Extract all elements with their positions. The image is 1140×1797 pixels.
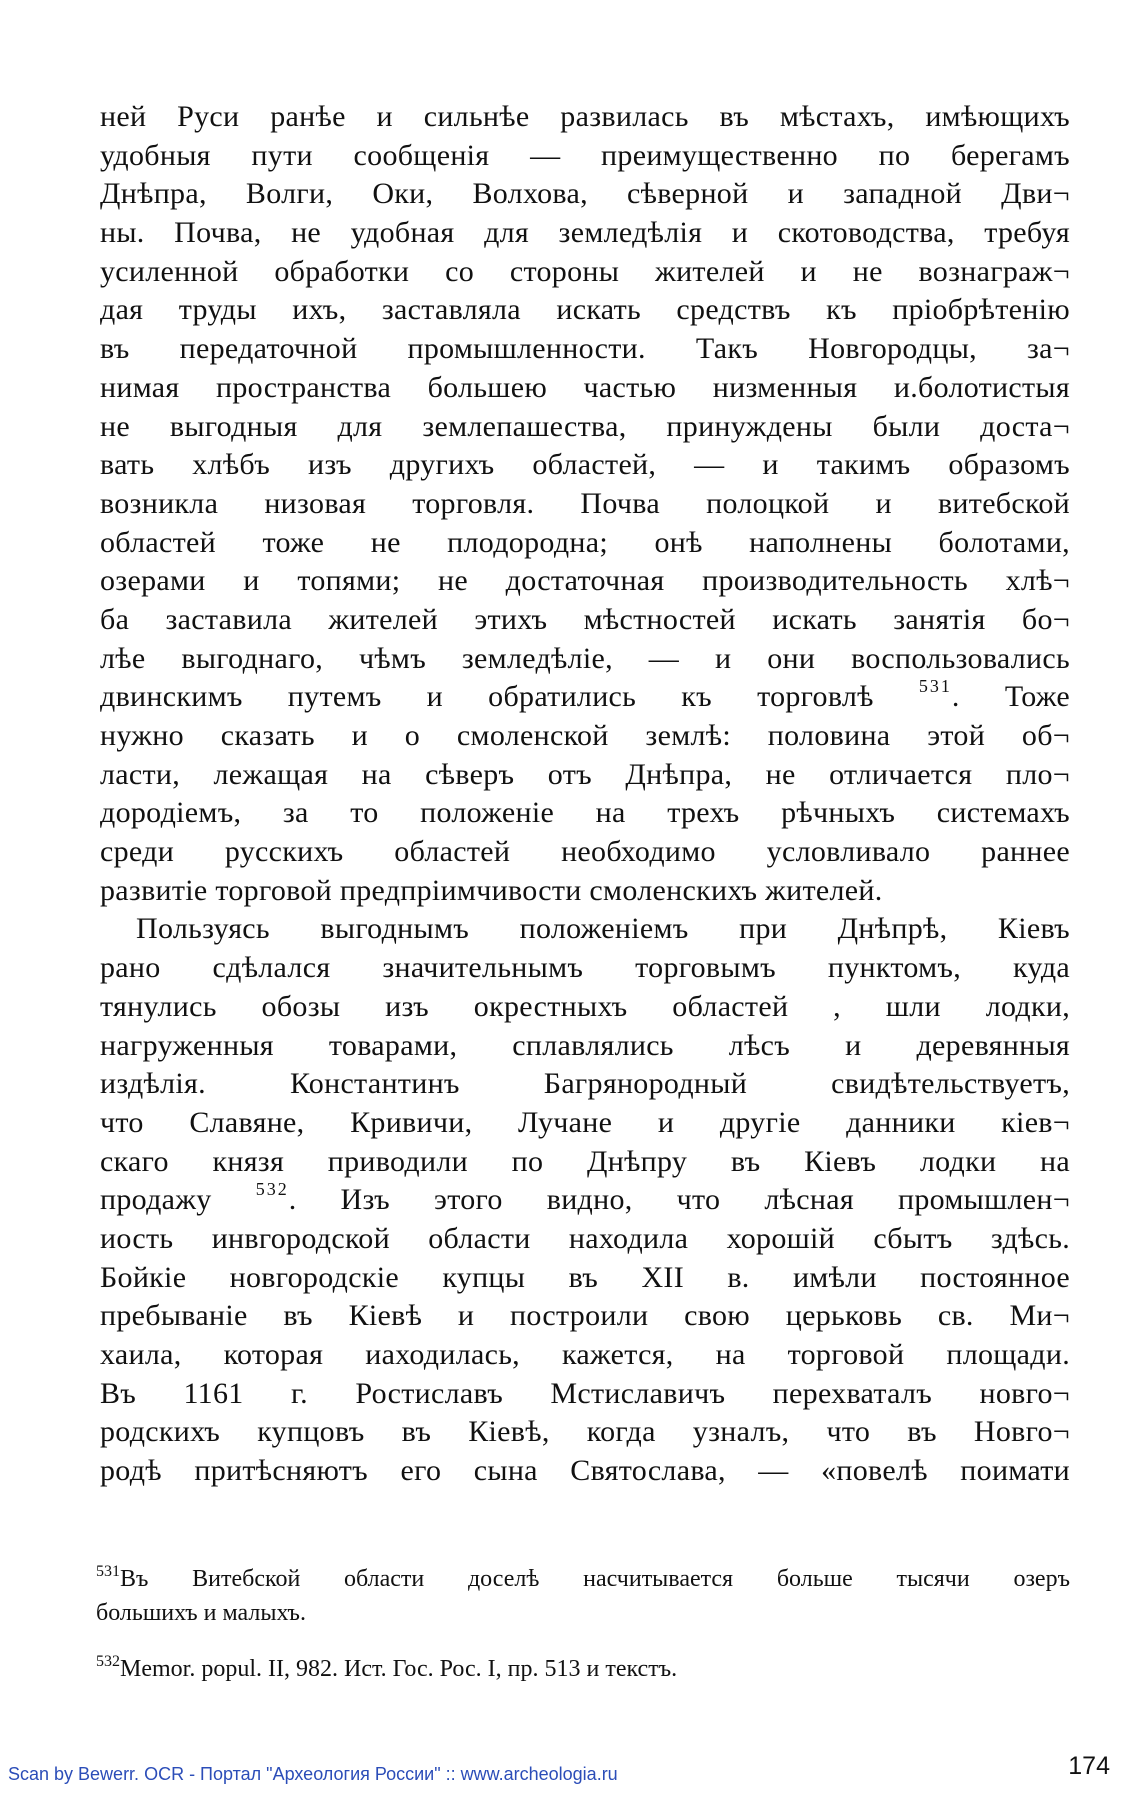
footnote-ref-532[interactable]: 532 [255,1179,289,1200]
scan-credit-link[interactable]: Scan by Bewerr. OCR - Портал "Археология России" :: www.archeologia.ru [8,1764,618,1784]
text-line: ласти, лежащая на сѣверъ отъ Днѣпра, не отличается пло¬ [100,757,1070,791]
text-line: родѣ притѣсняютъ его сына Святослава, — «повелѣ поимати [100,1454,1070,1488]
text-line: дая труды ихъ, заставляла искать средствъ къ пріобрѣтенію [100,293,1070,327]
footnote-532 [96,1652,1070,1686]
text-line: въ передаточной промышленности. Такъ Новгородцы, за¬ [100,332,1070,366]
text-line-with-ref [100,678,1070,717]
text-line: развитіе торговой предпріимчивости смоленскихъ жителей. [100,873,883,907]
text-line: хаила, которая иаходилась, кажется, на торговой площади. [100,1338,1070,1371]
text-line: Днѣпра, Волги, Оки, Волхова, сѣверной и западной Дви¬ [100,177,1070,211]
paragraph-start-line: Пользуясь выгоднымъ положеніемъ при Днѣпрѣ, Кіевъ [136,912,1070,946]
text-line: лѣе выгоднаго, чѣмъ земледѣліе, — и они воспользовались [100,641,1070,675]
text-segment: . Тоже [951,680,1070,714]
text-line: ба заставила жителей этихъ мѣстностей искать занятія бо¬ [100,602,1070,636]
footnote-531 [96,1562,1070,1596]
text-segment: . Изъ этого видно, что лѣсная промышлен¬ [288,1183,1071,1217]
text-line: ны. Почва, не удобная для земледѣлія и скотоводства, требуя [100,216,1070,250]
text-line-with-ref [100,1181,1070,1220]
footnote-marker-531: 531 [96,1563,120,1580]
text-line: вать хлѣбъ изъ другихъ областей, — и такимъ образомъ [100,448,1070,482]
text-line: пребываніе въ Кіевѣ и построили свою церьковь св. Ми¬ [100,1299,1070,1333]
text-line: иость инвгородской области находила хорошій сбытъ здѣсь. [100,1221,1070,1255]
footnote-531-continued: большихъ и малыхъ. [96,1600,306,1626]
footnote-text: Въ Витебской области доселѣ насчитывается больше тысячи озеръ [120,1566,1070,1592]
text-segment: двинскимъ путемъ и обратились къ торговлѣ [100,680,874,714]
footnotes [96,1562,1070,1686]
text-line: издѣлія. Константинъ Багрянородный свидѣтельствуетъ, [100,1067,1070,1101]
text-line: удобныя пути сообщенія — преимущественно по берегамъ [100,138,1070,172]
text-line: озерами и топями; не достаточная производительность хлѣ¬ [100,564,1070,598]
text-line: областей тоже не плодородна; онѣ наполнены болотами, [100,525,1070,559]
text-line: родскихъ купцовъ въ Кіевѣ, когда узналъ, что въ Новго¬ [100,1415,1070,1449]
text-line: усиленной обработки со стороны жителей и не вознаграж¬ [100,254,1070,288]
text-line: ней Руси ранѣе и сильнѣе развилась въ мѣстахъ, имѣющихъ [100,100,1070,133]
footnote-marker-532: 532 [96,1653,120,1670]
text-line: Въ 1161 г. Ростиславъ Мстиславичъ перехваталъ новго¬ [100,1376,1070,1410]
text-line: что Славяне, Кривичи, Лучане и другіе данники кіев¬ [100,1105,1070,1139]
text-line: тянулись обозы изъ окрестныхъ областей , шли лодки, [100,989,1070,1023]
main-text [100,98,1070,1491]
text-line: нимая пространства большею частью низменныя и.болотистыя [100,370,1070,404]
text-line: среди русскихъ областей необходимо условливало раннее [100,835,1070,869]
text-line: скаго князя приводили по Днѣпру въ Кіевъ лодки на [100,1144,1070,1178]
page-number: 174 [1068,1752,1110,1780]
text-line: Бойкіе новгородскіе купцы въ XII в. имѣли постоянное [100,1260,1070,1294]
text-segment: продажу [100,1183,212,1217]
text-line: дородіемъ, за то положеніе на трехъ рѣчныхъ системахъ [100,796,1070,830]
text-line: нагруженныя товарами, сплавлялись лѣсъ и деревянныя [100,1028,1070,1062]
text-line: рано сдѣлался значительнымъ торговымъ пунктомъ, куда [100,951,1070,985]
footnote-text: Memor. popul. II, 982. Ист. Гос. Рос. I, пр. 513 и текстъ. [120,1656,678,1682]
text-line: не выгодныя для землепашества, принуждены были доста¬ [100,409,1070,443]
footnote-ref-531[interactable]: 531 [918,676,952,697]
text-line: нужно сказать и о смоленской землѣ: половина этой об¬ [100,719,1070,752]
text-line: возникла низовая торговля. Почва полоцкой и витебской [100,486,1070,520]
